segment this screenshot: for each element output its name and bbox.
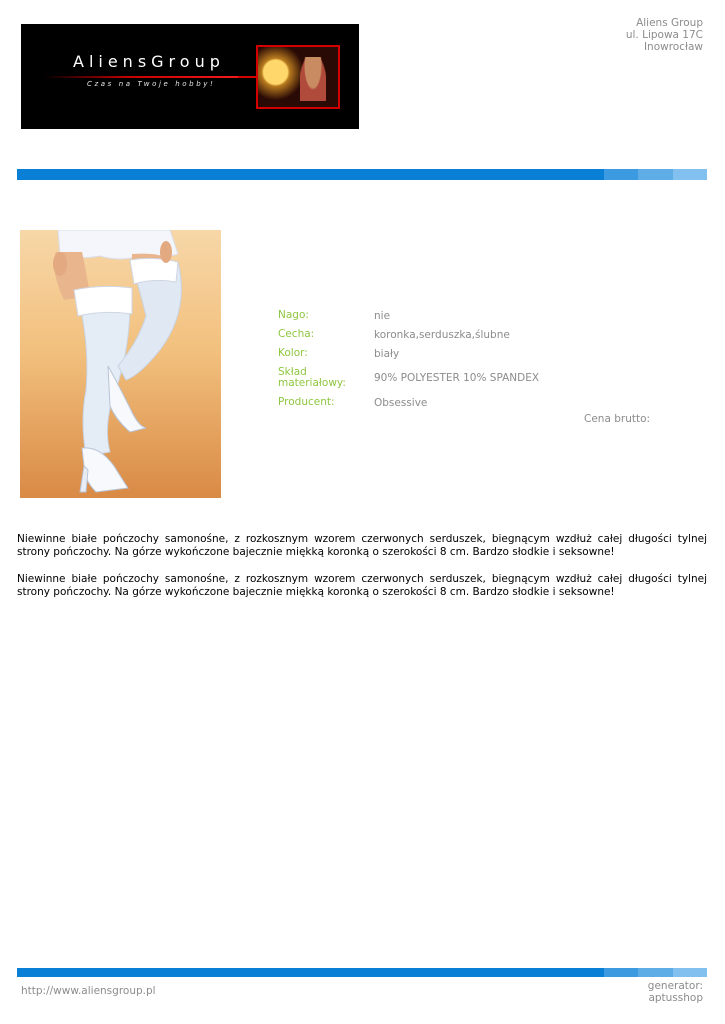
attribute-label: Skład materiałowy:	[278, 366, 346, 389]
logo-photo-tick	[238, 76, 258, 78]
attribute-label: Nago:	[278, 309, 309, 321]
stockings-photo-icon	[20, 230, 221, 498]
company-address	[626, 17, 703, 53]
generator-name: aptusshop	[648, 992, 703, 1004]
attribute-value: 90% POLYESTER 10% SPANDEX	[374, 372, 540, 384]
attribute-label: Cecha:	[278, 328, 315, 340]
company-logo	[21, 24, 359, 129]
attribute-row	[278, 344, 539, 363]
attribute-value: nie	[374, 309, 391, 322]
logo-red-line	[43, 76, 261, 78]
attribute-row	[278, 363, 539, 393]
company-street: ul. Lipowa 17C	[625, 29, 703, 41]
footer-generator	[648, 980, 703, 1004]
company-name: Aliens Group	[636, 17, 703, 29]
product-description: Niewinne białe pończochy samonośne, z rozkosznym wzorem czerwonych serduszek, biegnącym wzdłuż całej długości tylnej strony pończochy. Na górze wykończone bajecznie miękką koronką o szerokości 8 cm. Bardzo słodkie i seksowne!	[17, 573, 707, 598]
logo-wordmark: AliensGroup	[73, 52, 225, 71]
attribute-row	[278, 393, 539, 412]
price-label: Cena brutto:	[584, 413, 651, 425]
logo-slogan: Czas na Twoje hobby!	[87, 80, 216, 88]
generator-label: generator:	[647, 980, 703, 992]
attribute-value: biały	[374, 347, 400, 360]
attribute-label: Kolor:	[278, 347, 308, 359]
footer-divider-bar	[17, 968, 707, 977]
product-image	[20, 230, 221, 498]
logo-figure	[300, 57, 326, 101]
attribute-value: Obsessive	[374, 396, 428, 409]
logo-photo	[256, 45, 340, 109]
company-city: Inowrocław	[643, 41, 703, 53]
product-attributes	[278, 306, 539, 412]
header-divider-bar	[17, 169, 707, 180]
attribute-row	[278, 325, 539, 344]
attribute-label: Producent:	[278, 396, 335, 408]
product-description: Niewinne białe pończochy samonośne, z rozkosznym wzorem czerwonych serduszek, biegnącym wzdłuż całej długości tylnej strony pończochy. Na górze wykończone bajecznie miękką koronką o szerokości 8 cm. Bardzo słodkie i seksowne!	[17, 533, 707, 558]
footer-url-link[interactable]: http://www.aliensgroup.pl	[21, 985, 156, 997]
attribute-row	[278, 306, 539, 325]
attribute-value: koronka,serduszka,ślubne	[374, 328, 510, 341]
